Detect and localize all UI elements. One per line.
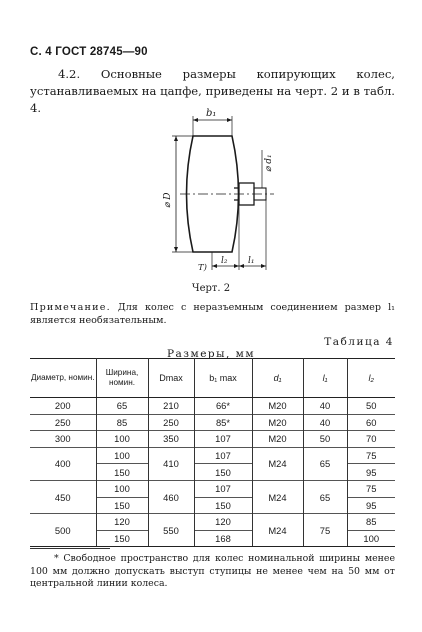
note-label: Примечание. — [30, 302, 111, 313]
cell-width: 120 — [96, 514, 148, 531]
cell-dmax: 350 — [148, 431, 194, 448]
cell-width: 100 — [96, 480, 148, 497]
cell-b1max: 107 — [194, 431, 252, 448]
cell-width: 150 — [96, 464, 148, 481]
cell-width: 85 — [96, 414, 148, 431]
cell-width: 65 — [96, 398, 148, 415]
section-paragraph: 4.2. Основные размеры копирующих колес, устанавливаемых на цапфе, приведены на черт. 2 и в табл. 4. — [30, 67, 395, 115]
table-row — [30, 514, 395, 531]
cell-dmax: 460 — [148, 480, 194, 513]
table-row — [30, 431, 395, 448]
cell-l2: 85 — [347, 514, 395, 531]
cell-b1max: 150 — [194, 497, 252, 514]
cell-width: 100 — [96, 431, 148, 448]
cell-d1: M20 — [252, 398, 303, 415]
table-row — [30, 447, 395, 464]
cell-diameter: 250 — [30, 414, 96, 431]
cell-dmax: 410 — [148, 447, 194, 480]
col-header-l1: l₁ — [303, 359, 347, 398]
cell-l1: 75 — [303, 514, 347, 547]
cell-diameter: 450 — [30, 480, 96, 513]
cell-b1max: 168 — [194, 530, 252, 547]
table-row — [30, 398, 395, 415]
footnote: * Свободное пространство для колес номинальной ширины менее 100 мм должно допускать выступ ступицы не менее чем на 50 мм от центральной линии колеса. — [30, 553, 395, 589]
col-header-dmax: Dmax — [148, 359, 194, 398]
label-l2: l₂ — [221, 256, 228, 266]
note-paragraph — [30, 302, 395, 327]
label-d1: ⌀ d₁ — [264, 154, 274, 172]
table-row — [30, 414, 395, 431]
cell-b1max: 85* — [194, 414, 252, 431]
cell-dmax: 210 — [148, 398, 194, 415]
cell-l2: 60 — [347, 414, 395, 431]
label-diameter-d: ⌀ D — [163, 192, 173, 208]
cell-d1: M20 — [252, 431, 303, 448]
col-header-diameter: Диаметр, номин. — [30, 359, 96, 398]
cell-l2: 50 — [347, 398, 395, 415]
label-t: T) — [198, 263, 207, 273]
table-header-row — [30, 359, 395, 398]
cell-l1: 50 — [303, 431, 347, 448]
cell-diameter: 200 — [30, 398, 96, 415]
wheel-drawing — [150, 104, 300, 284]
cell-dmax: 250 — [148, 414, 194, 431]
cell-l2: 95 — [347, 464, 395, 481]
cell-b1max: 66* — [194, 398, 252, 415]
table-title: Размеры, мм — [166, 348, 256, 360]
cell-l2: 95 — [347, 497, 395, 514]
cell-diameter: 300 — [30, 431, 96, 448]
cell-l1: 40 — [303, 414, 347, 431]
table-row — [30, 480, 395, 497]
cell-width: 150 — [96, 530, 148, 547]
footnote-rule — [30, 548, 110, 549]
cell-d1: M24 — [252, 480, 303, 513]
page-header: С. 4 ГОСТ 28745—90 — [30, 46, 148, 58]
cell-width: 100 — [96, 447, 148, 464]
cell-diameter: 400 — [30, 447, 96, 480]
cell-l1: 65 — [303, 480, 347, 513]
cell-dmax: 550 — [148, 514, 194, 547]
table-label: Таблица 4 — [324, 336, 394, 348]
cell-b1max: 120 — [194, 514, 252, 531]
cell-l1: 65 — [303, 447, 347, 480]
label-b1: b₁ — [206, 108, 217, 119]
dimensions-table — [30, 358, 395, 547]
cell-l1: 40 — [303, 398, 347, 415]
cell-b1max: 107 — [194, 480, 252, 497]
col-header-width: Ширина, номин. — [96, 359, 148, 398]
cell-l2: 100 — [347, 530, 395, 547]
cell-d1: M24 — [252, 514, 303, 547]
col-header-b1max: b₁ max — [194, 359, 252, 398]
col-header-l2: l₂ — [347, 359, 395, 398]
cell-diameter: 500 — [30, 514, 96, 547]
cell-l2: 70 — [347, 431, 395, 448]
label-l1: l₁ — [248, 256, 255, 266]
cell-width: 150 — [96, 497, 148, 514]
cell-d1: M20 — [252, 414, 303, 431]
cell-d1: M24 — [252, 447, 303, 480]
cell-l2: 75 — [347, 480, 395, 497]
cell-l2: 75 — [347, 447, 395, 464]
cell-b1max: 150 — [194, 464, 252, 481]
cell-b1max: 107 — [194, 447, 252, 464]
drawing-caption: Черт. 2 — [191, 283, 231, 294]
note-text: Для колес с неразъемным соединением размер l₁ является необязательным. — [30, 302, 395, 326]
col-header-d1: d₁ — [252, 359, 303, 398]
